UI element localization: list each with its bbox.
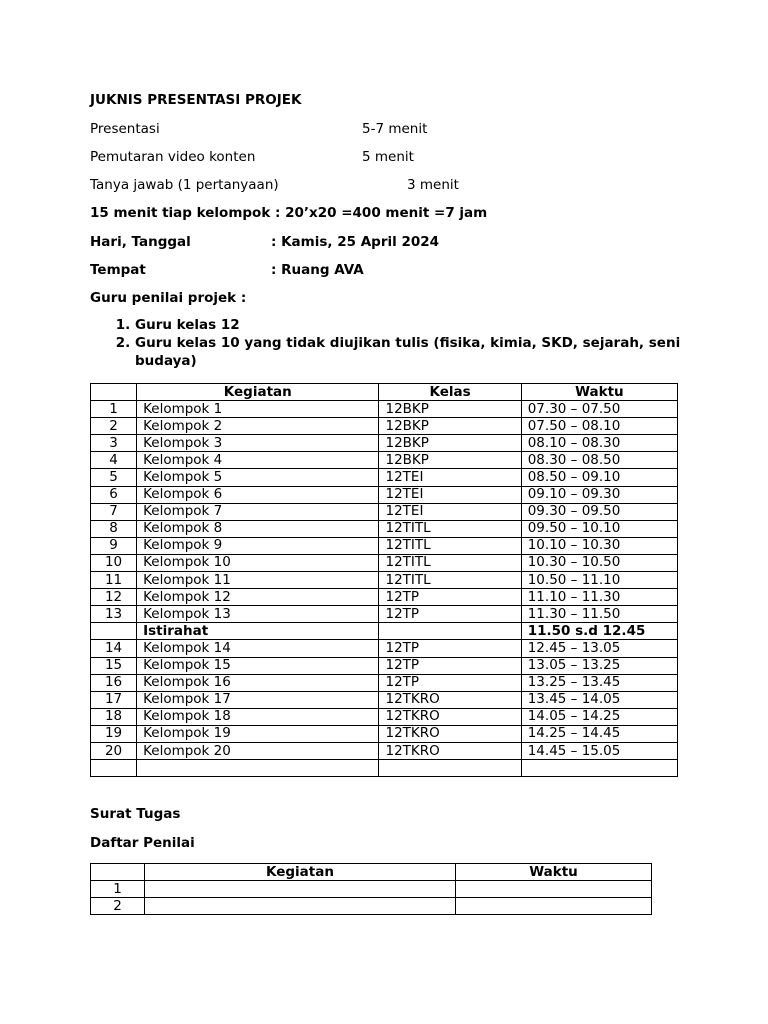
cell-no: 7 bbox=[91, 503, 137, 520]
cell-kegiatan: Kelompok 11 bbox=[137, 572, 379, 589]
cell-no bbox=[91, 760, 137, 777]
cell-kelas: 12TEI bbox=[379, 503, 521, 520]
table-row bbox=[91, 503, 678, 520]
table-row bbox=[91, 572, 678, 589]
doc-title: JUKNIS PRESENTASI PROJEK bbox=[90, 92, 302, 108]
cell-kelas: 12TKRO bbox=[379, 742, 521, 759]
hari-value: : Kamis, 25 April 2024 bbox=[271, 234, 440, 250]
table-header-row bbox=[91, 864, 652, 881]
header-kelas: Kelas bbox=[379, 384, 521, 401]
tempat-value: : Ruang AVA bbox=[271, 262, 364, 278]
table-row bbox=[91, 435, 678, 452]
table-row bbox=[91, 760, 678, 777]
header-waktu: Waktu bbox=[456, 864, 652, 881]
cell-no: 3 bbox=[91, 435, 137, 452]
table-row bbox=[91, 537, 678, 554]
cell-no: 19 bbox=[91, 725, 137, 742]
duration-label: Presentasi bbox=[90, 121, 160, 137]
table-row bbox=[91, 452, 678, 469]
cell-kegiatan bbox=[145, 881, 456, 898]
cell-no: 8 bbox=[91, 520, 137, 537]
table-row bbox=[91, 898, 652, 915]
break-row bbox=[91, 623, 678, 640]
cell-kegiatan: Kelompok 6 bbox=[137, 486, 379, 503]
cell-no: 20 bbox=[91, 742, 137, 759]
schedule-table bbox=[90, 383, 678, 777]
table-row bbox=[91, 401, 678, 418]
cell-no: 1 bbox=[91, 401, 137, 418]
cell-kegiatan: Kelompok 8 bbox=[137, 520, 379, 537]
cell-waktu: 08.10 – 08.30 bbox=[521, 435, 677, 452]
cell-waktu: 07.50 – 08.10 bbox=[521, 418, 677, 435]
table-row bbox=[91, 640, 678, 657]
table-row bbox=[91, 881, 652, 898]
table-row bbox=[91, 469, 678, 486]
hari-label: Hari, Tanggal bbox=[90, 234, 191, 250]
table-row bbox=[91, 691, 678, 708]
cell-no: 10 bbox=[91, 554, 137, 571]
cell-kegiatan bbox=[145, 898, 456, 915]
cell-kegiatan: Kelompok 13 bbox=[137, 606, 379, 623]
daftar-penilai-heading: Daftar Penilai bbox=[90, 835, 195, 851]
cell-kegiatan: Kelompok 10 bbox=[137, 554, 379, 571]
cell-waktu: 13.25 – 13.45 bbox=[521, 674, 677, 691]
cell-waktu: 14.05 – 14.25 bbox=[521, 708, 677, 725]
cell-no: 9 bbox=[91, 537, 137, 554]
cell-kelas: 12TP bbox=[379, 640, 521, 657]
cell-kegiatan: Kelompok 7 bbox=[137, 503, 379, 520]
cell-waktu: 11.10 – 11.30 bbox=[521, 589, 677, 606]
cell-kelas: 12TITL bbox=[379, 554, 521, 571]
cell-kelas: 12TP bbox=[379, 657, 521, 674]
surat-tugas-heading: Surat Tugas bbox=[90, 806, 181, 822]
cell-kelas: 12TITL bbox=[379, 537, 521, 554]
time-summary: 15 menit tiap kelompok : 20’x20 =400 menit =7 jam bbox=[90, 205, 488, 221]
table-row bbox=[91, 520, 678, 537]
cell-waktu: 09.30 – 09.50 bbox=[521, 503, 677, 520]
cell-kegiatan: Kelompok 5 bbox=[137, 469, 379, 486]
cell-waktu: 10.30 – 10.50 bbox=[521, 554, 677, 571]
cell-waktu: 14.25 – 14.45 bbox=[521, 725, 677, 742]
cell-kelas: 12TP bbox=[379, 606, 521, 623]
cell-kegiatan: Istirahat bbox=[137, 623, 379, 640]
cell-kegiatan: Kelompok 18 bbox=[137, 708, 379, 725]
cell-kegiatan: Kelompok 16 bbox=[137, 674, 379, 691]
cell-waktu: 07.30 – 07.50 bbox=[521, 401, 677, 418]
cell-no: 11 bbox=[91, 572, 137, 589]
penilai-table bbox=[90, 863, 652, 915]
table-row bbox=[91, 554, 678, 571]
cell-waktu: 08.50 – 09.10 bbox=[521, 469, 677, 486]
cell-kegiatan: Kelompok 9 bbox=[137, 537, 379, 554]
table-header-row bbox=[91, 384, 678, 401]
cell-kelas: 12TEI bbox=[379, 486, 521, 503]
cell-no: 2 bbox=[91, 898, 145, 915]
cell-kegiatan: Kelompok 4 bbox=[137, 452, 379, 469]
table-row bbox=[91, 418, 678, 435]
cell-waktu: 13.05 – 13.25 bbox=[521, 657, 677, 674]
header-kegiatan: Kegiatan bbox=[145, 864, 456, 881]
cell-no: 15 bbox=[91, 657, 137, 674]
header-no bbox=[91, 384, 137, 401]
table-row bbox=[91, 589, 678, 606]
cell-kelas: 12TP bbox=[379, 589, 521, 606]
cell-waktu: 11.30 – 11.50 bbox=[521, 606, 677, 623]
cell-kelas: 12TITL bbox=[379, 572, 521, 589]
header-kegiatan: Kegiatan bbox=[137, 384, 379, 401]
cell-waktu: 11.50 s.d 12.45 bbox=[521, 623, 677, 640]
cell-no: 5 bbox=[91, 469, 137, 486]
table-row bbox=[91, 606, 678, 623]
cell-waktu: 08.30 – 08.50 bbox=[521, 452, 677, 469]
cell-kelas: 12BKP bbox=[379, 452, 521, 469]
cell-kelas: 12BKP bbox=[379, 435, 521, 452]
cell-waktu bbox=[456, 898, 652, 915]
cell-no: 13 bbox=[91, 606, 137, 623]
header-waktu: Waktu bbox=[521, 384, 677, 401]
cell-kegiatan: Kelompok 3 bbox=[137, 435, 379, 452]
table-row bbox=[91, 742, 678, 759]
cell-waktu: 12.45 – 13.05 bbox=[521, 640, 677, 657]
table-row bbox=[91, 486, 678, 503]
guru-heading: Guru penilai projek : bbox=[90, 290, 247, 306]
duration-value: 3 menit bbox=[407, 177, 459, 193]
cell-waktu: 09.50 – 10.10 bbox=[521, 520, 677, 537]
cell-kegiatan: Kelompok 20 bbox=[137, 742, 379, 759]
cell-no: 2 bbox=[91, 418, 137, 435]
cell-kelas: 12TITL bbox=[379, 520, 521, 537]
table-row bbox=[91, 657, 678, 674]
cell-kelas: 12TEI bbox=[379, 469, 521, 486]
cell-no: 4 bbox=[91, 452, 137, 469]
cell-waktu: 13.45 – 14.05 bbox=[521, 691, 677, 708]
cell-no: 18 bbox=[91, 708, 137, 725]
cell-kegiatan: Kelompok 14 bbox=[137, 640, 379, 657]
cell-kelas bbox=[379, 623, 521, 640]
header-no bbox=[91, 864, 145, 881]
cell-kegiatan bbox=[137, 760, 379, 777]
cell-kegiatan: Kelompok 19 bbox=[137, 725, 379, 742]
cell-kelas: 12TKRO bbox=[379, 691, 521, 708]
cell-kegiatan: Kelompok 1 bbox=[137, 401, 379, 418]
cell-no: 14 bbox=[91, 640, 137, 657]
tempat-label: Tempat bbox=[90, 262, 146, 278]
list-item: 2. Guru kelas 10 yang tidak diujikan tulis (fisika, kimia, SKD, sejarah, seni budaya) bbox=[135, 334, 725, 370]
cell-kegiatan: Kelompok 15 bbox=[137, 657, 379, 674]
guru-list bbox=[90, 316, 725, 370]
cell-no: 16 bbox=[91, 674, 137, 691]
cell-no bbox=[91, 623, 137, 640]
table-row bbox=[91, 674, 678, 691]
cell-kegiatan: Kelompok 2 bbox=[137, 418, 379, 435]
list-item: 1. Guru kelas 12 bbox=[135, 316, 725, 334]
cell-kelas: 12TP bbox=[379, 674, 521, 691]
cell-waktu: 14.45 – 15.05 bbox=[521, 742, 677, 759]
cell-kelas: 12TKRO bbox=[379, 708, 521, 725]
duration-label: Tanya jawab (1 pertanyaan) bbox=[90, 177, 279, 193]
cell-kegiatan: Kelompok 12 bbox=[137, 589, 379, 606]
cell-kelas: 12TKRO bbox=[379, 725, 521, 742]
cell-no: 1 bbox=[91, 881, 145, 898]
cell-no: 12 bbox=[91, 589, 137, 606]
cell-no: 17 bbox=[91, 691, 137, 708]
cell-kegiatan: Kelompok 17 bbox=[137, 691, 379, 708]
cell-waktu: 10.50 – 11.10 bbox=[521, 572, 677, 589]
cell-no: 6 bbox=[91, 486, 137, 503]
cell-waktu: 10.10 – 10.30 bbox=[521, 537, 677, 554]
cell-waktu: 09.10 – 09.30 bbox=[521, 486, 677, 503]
duration-value: 5-7 menit bbox=[362, 121, 428, 137]
cell-waktu bbox=[521, 760, 677, 777]
table-row bbox=[91, 708, 678, 725]
duration-value: 5 menit bbox=[362, 149, 414, 165]
cell-kelas: 12BKP bbox=[379, 401, 521, 418]
duration-label: Pemutaran video konten bbox=[90, 149, 256, 165]
cell-waktu bbox=[456, 881, 652, 898]
cell-kelas: 12BKP bbox=[379, 418, 521, 435]
cell-kelas bbox=[379, 760, 521, 777]
table-row bbox=[91, 725, 678, 742]
